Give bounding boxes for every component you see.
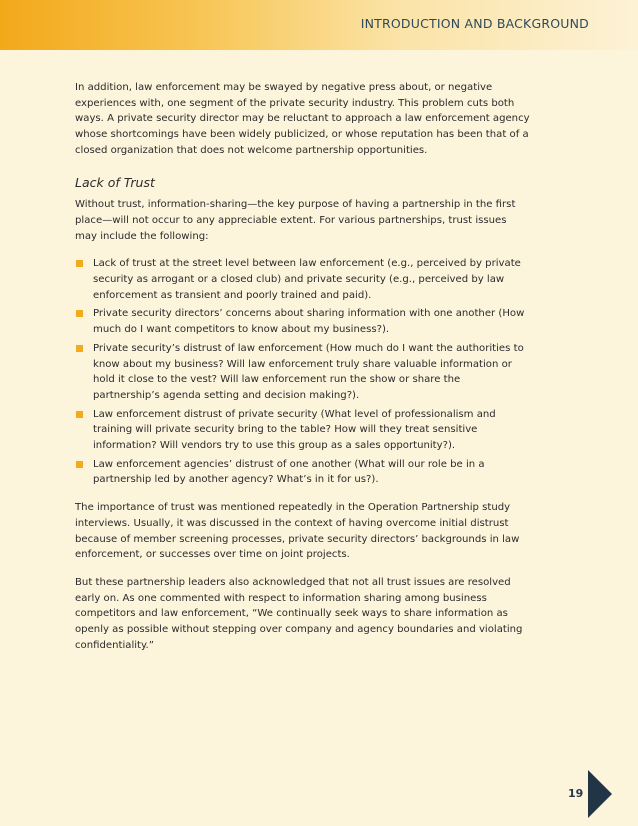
page-arrow-icon — [588, 770, 612, 818]
square-bullet-icon — [76, 260, 83, 267]
list-item-text: Private security’s distrust of law enforcement (How much do I want the authorities to know about my business? Will law enforcement truly share valuable information or hold it close to the vest? Will law enforcement run the show or share the partnership’s agenda setting and decision making?). — [93, 342, 524, 401]
list-item-text: Law enforcement agencies’ distrust of one another (What will our role be in a partnership led by another agency? What’s in it for us?). — [93, 458, 485, 486]
square-bullet-icon — [76, 310, 83, 317]
trust-issues-list — [75, 256, 530, 488]
list-item — [75, 341, 530, 404]
section-heading: Lack of Trust — [75, 174, 155, 190]
paragraph-importance: The importance of trust was mentioned repeatedly in the Operation Partnership study interviews. Usually, it was discussed in the context of having overcome initial distrust because of member screening processes, private security directors’ backgrounds in law enforcement, or successes over time on joint projects. — [75, 502, 520, 561]
square-bullet-icon — [76, 411, 83, 418]
square-bullet-icon — [76, 461, 83, 468]
page-number: 19 — [568, 787, 584, 800]
list-item — [75, 457, 530, 488]
running-header: INTRODUCTION AND BACKGROUND — [360, 16, 589, 31]
paragraph-acknowledgement: But these partnership leaders also acknowledged that not all trust issues are resolved early on. As one commented with respect to information sharing among business competitors and law enforcement, “We continually seek ways to share information as openly as possible without stepping over company and agency boundaries and violating confidentiality.” — [75, 576, 523, 651]
list-item — [75, 256, 530, 303]
list-item — [75, 306, 530, 337]
square-bullet-icon — [76, 345, 83, 352]
page-body — [75, 80, 530, 666]
list-item-text: Lack of trust at the street level between law enforcement (e.g., perceived by private security as arrogant or a closed club) and private security (e.g., perceived by law enforcement as transient and poorly trained and paid). — [93, 258, 521, 301]
list-item-text: Law enforcement distrust of private security (What level of professionalism and training will private security bring to the table? How will they treat sensitive information? Will vendors try to use this group as a sales opportunity?). — [93, 408, 496, 452]
intro-paragraph: In addition, law enforcement may be swayed by negative press about, or negative experiences with, one segment of the private security industry. This problem cuts both ways. A private security director may be reluctant to approach a law enforcement agency whose shortcomings have been widely publicized, or whose reputation has been that of a closed organization that does not welcome partnership opportunities. — [75, 82, 530, 156]
list-item-text: Private security directors’ concerns about sharing information with one another (How much do I want competitors to know about my business?). — [93, 308, 525, 336]
section-intro: Without trust, information-sharing—the key purpose of having a partnership in the first place—will not occur to any appreciable extent. For various partnerships, trust issues may include the following: — [75, 199, 516, 242]
list-item — [75, 407, 530, 454]
